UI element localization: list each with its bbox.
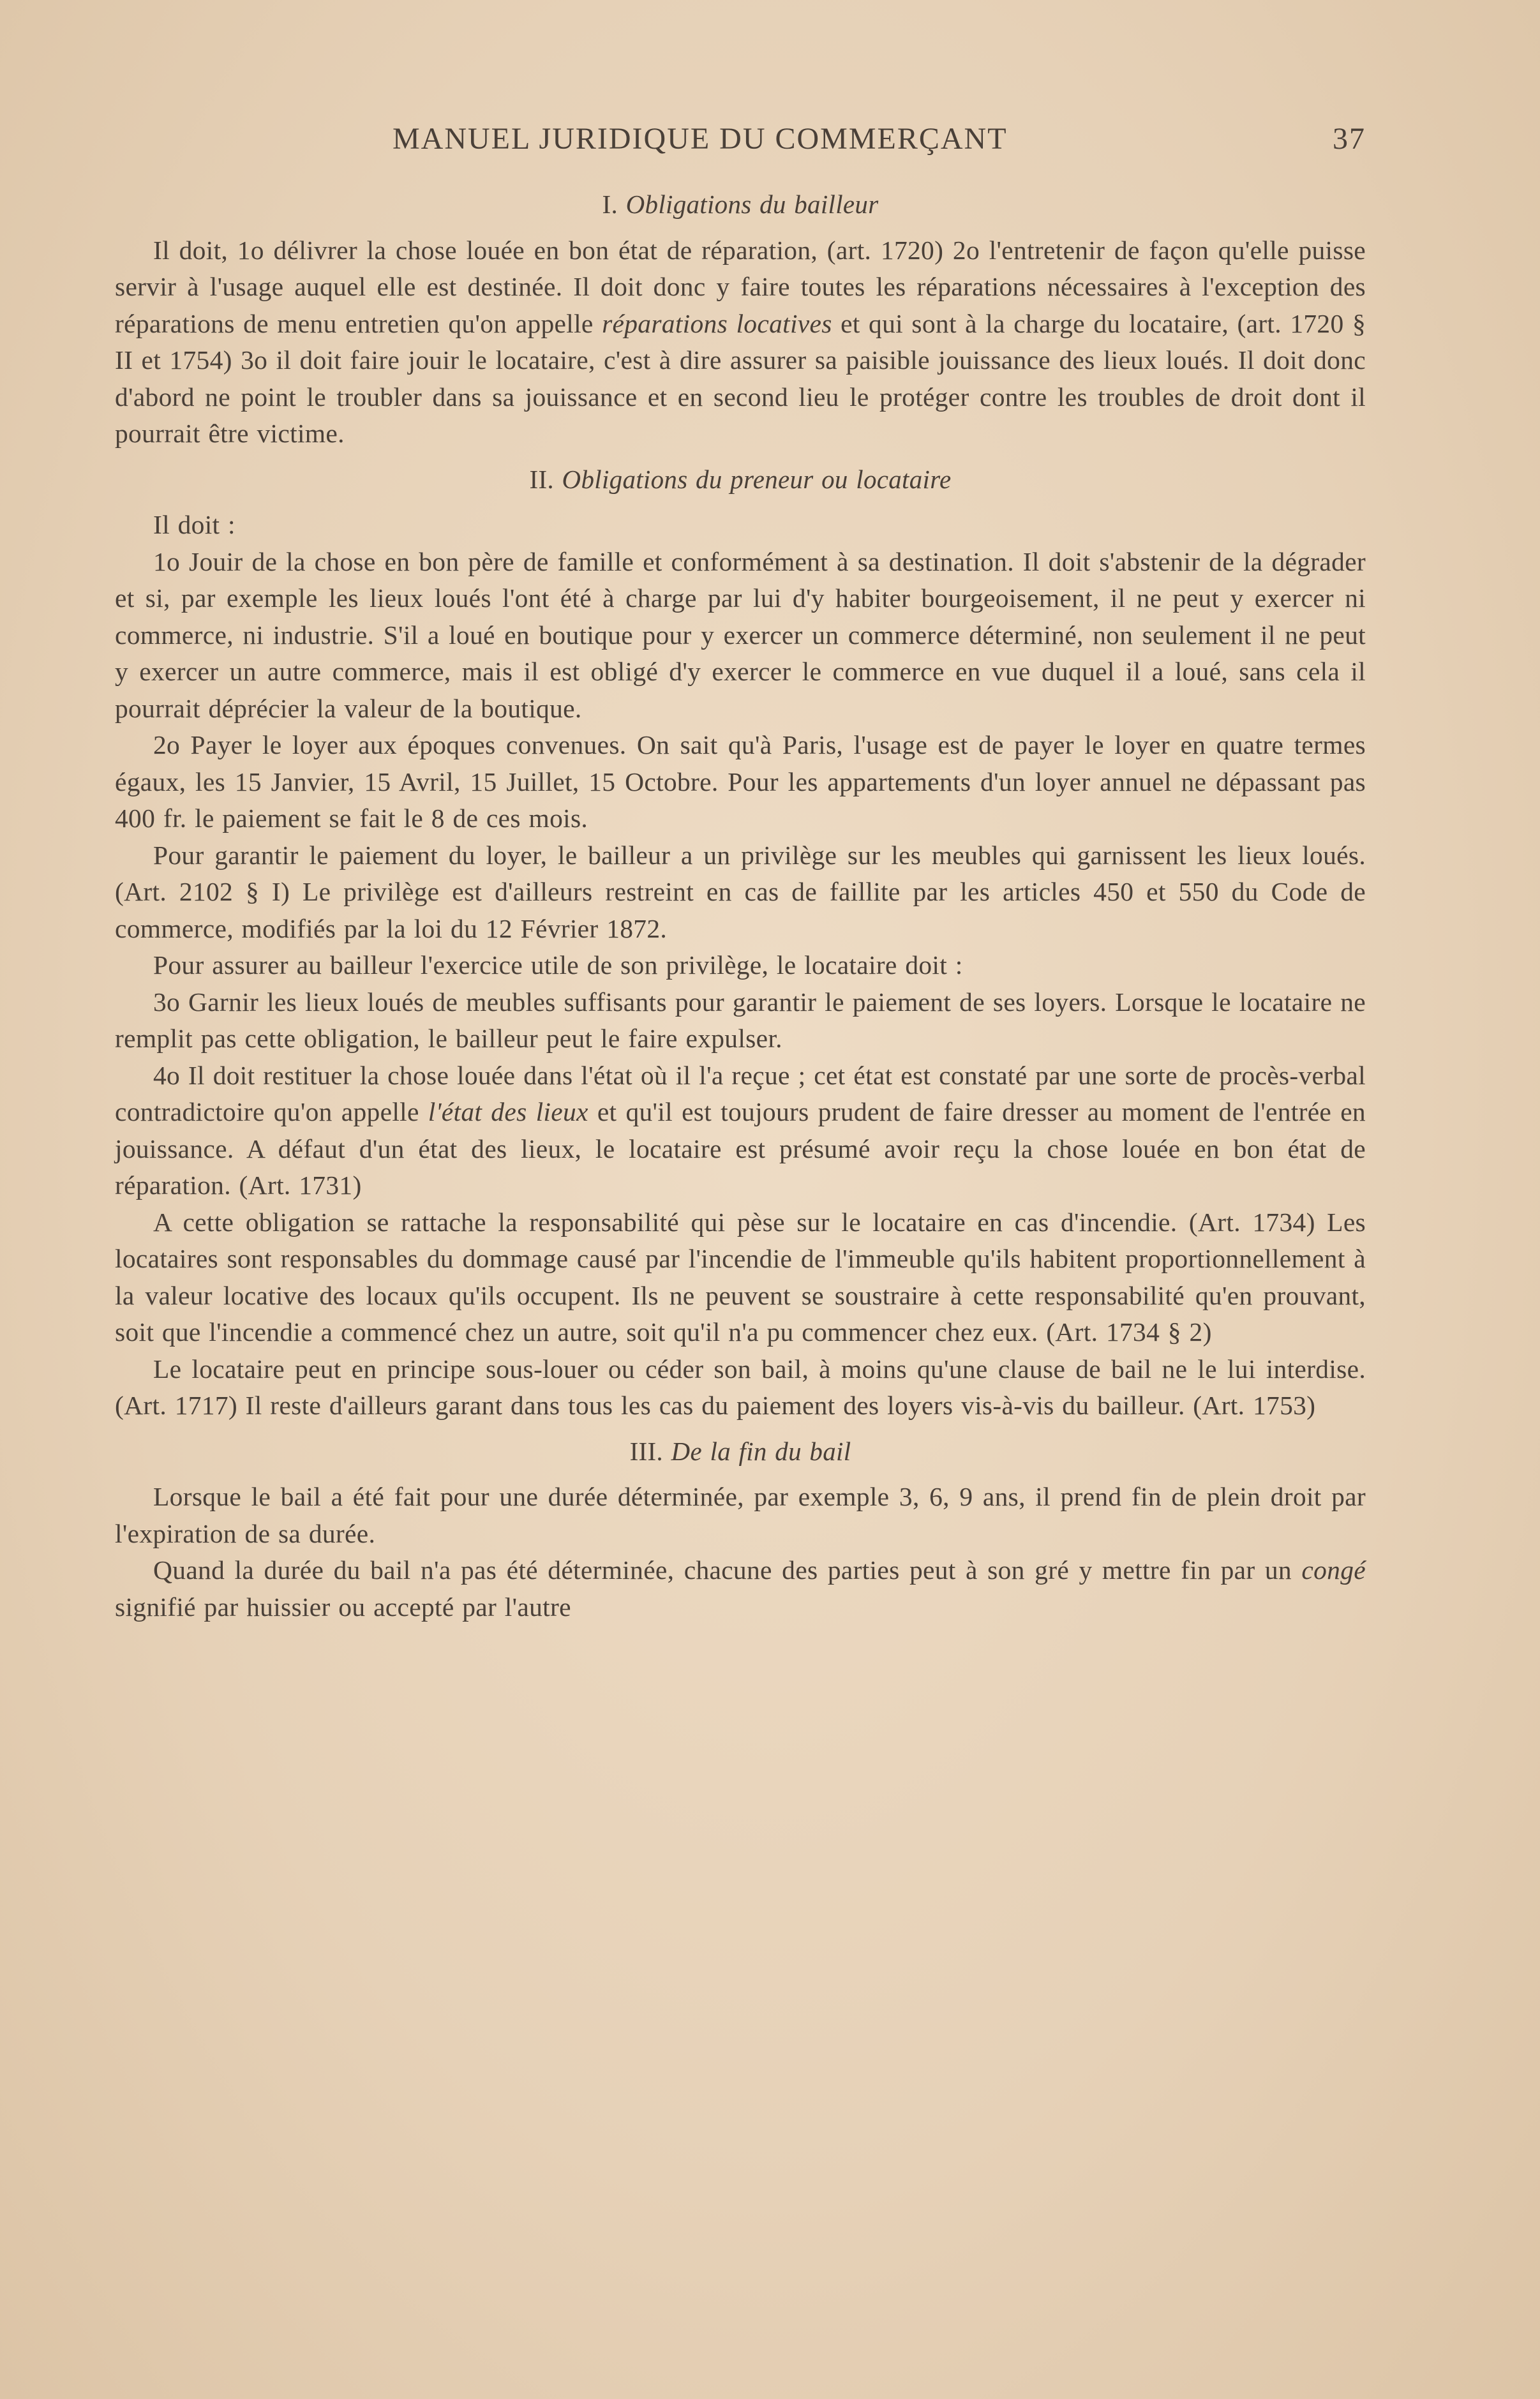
paragraph	[115, 1058, 1366, 1204]
paragraph-text: Il doit, 1o délivrer la chose louée en bon état de réparation, (art. 1720) 2o l'entretenir de façon qu'elle puisse servir à l'usage auquel elle est destinée. Il doit donc y faire toutes les réparations nécessaires à l'exception des réparations de menu entretien qu'on appelle	[115, 235, 1366, 338]
section-heading-fin-du-bail	[115, 1424, 1366, 1479]
paragraph: A cette obligation se rattache la responsabilité qui pèse sur le locataire en cas d'incendie. (Art. 1734) Les locataires sont responsables du dommage causé par l'incendie de l'immeuble qu'ils habitent proportionnellement à la valeur locative des locaux qu'ils occupent. Ils ne peuvent se soustraire à cette responsabilité qu'en prouvant, soit que l'incendie a commencé chez un autre, soit qu'il n'a pu commencer chez eux. (Art. 1734 § 2)	[115, 1207, 1366, 1347]
section-heading-preneur	[115, 452, 1366, 507]
section-number: I.	[602, 190, 618, 219]
section-title: Obligations du bailleur	[625, 190, 879, 219]
paragraph: 1o Jouir de la chose en bon père de famille et conformément à sa destination. Il doit s'abstenir de la dégrader et si, par exemple les lieux loués l'ont été à charge par lui d'y habiter bourgeoisement, il ne peut y exercer ni commerce, ni industrie. S'il a loué en boutique pour y exercer un commerce déterminé, non seulement il ne peut y exercer un autre commerce, mais il est obligé d'y exercer le commerce en vue duquel il a loué, sans cela il pourrait déprécier la valeur de la boutique.	[115, 546, 1366, 723]
book-page	[115, 121, 1366, 2342]
paragraph-text: et qui sont à la charge du locataire, (art. 1720 § II et 1754) 3o il doit faire jouir le locataire, c'est à dire assurer sa paisible jouissance des lieux loués. Il doit donc d'abord ne point le troubler dans sa jouissance et en second lieu le protéger contre les troubles de droit dont il pourrait être victime.	[115, 308, 1366, 448]
running-header	[115, 121, 1366, 166]
emphasized-term: réparations locatives	[602, 308, 832, 338]
section-number: II.	[529, 464, 554, 494]
paragraph: 2o Payer le loyer aux époques convenues. On sait qu'à Paris, l'usage est de payer le loyer en quatre termes égaux, les 15 Janvier, 15 Avril, 15 Juillet, 15 Octobre. Pour les appartements d'un loyer annuel ne dépassant pas 400 fr. le paiement se fait le 8 de ces mois.	[115, 730, 1366, 833]
section-heading-bailleur	[115, 177, 1366, 232]
paragraph: Pour garantir le paiement du loyer, le bailleur a un privilège sur les meubles qui garnissent les lieux loués. (Art. 2102 § I) Le privilège est d'ailleurs restreint en cas de faillite par les articles 450 et 550 du Code de commerce, modifiés par la loi du 12 Février 1872.	[115, 840, 1366, 943]
paragraph: Pour assurer au bailleur l'exercice utile de son privilège, le locataire doit :	[153, 950, 963, 980]
section-title: De la fin du bail	[671, 1436, 851, 1466]
paragraph-text: 4o Il doit restituer la chose louée dans l'état où il l'a reçue ; cet état est constaté par une sorte de procès-verbal contradictoire qu'on appelle	[115, 1060, 1366, 1126]
paragraph: Il doit :	[153, 510, 235, 539]
paragraph: Lorsque le bail a été fait pour une durée déterminée, par exemple 3, 6, 9 ans, il prend fin de plein droit par l'expiration de sa durée.	[115, 1482, 1366, 1548]
emphasized-term: congé	[1301, 1555, 1366, 1585]
section-number: III.	[629, 1436, 663, 1466]
section-title: Obligations du preneur ou locataire	[562, 464, 952, 494]
paragraph	[115, 1552, 1366, 1625]
paragraph: Le locataire peut en principe sous-louer ou céder son bail, à moins qu'une clause de bail ne le lui interdise. (Art. 1717) Il reste d'ailleurs garant dans tous les cas du paiement des loyers vis-à-vis du bailleur. (Art. 1753)	[115, 1354, 1366, 1420]
emphasized-term: l'état des lieux	[428, 1097, 588, 1126]
paragraph-text: et qu'il est toujours prudent de faire dresser au moment de l'entrée en jouissance. A défaut d'un état des lieux, le locataire est présumé avoir reçu la chose louée en bon état de réparation. (Art. 1731)	[115, 1097, 1366, 1200]
paragraph: 3o Garnir les lieux loués de meubles suffisants pour garantir le paiement de ses loyers. Lorsque le locataire ne remplit pas cette obligation, le bailleur peut le faire expulser.	[115, 987, 1366, 1053]
paragraph	[115, 232, 1366, 452]
paragraph-text: signifié par huissier ou accepté par l'autre	[115, 1592, 571, 1622]
paragraph-text: Quand la durée du bail n'a pas été déterminée, chacune des parties peut à son gré y mettre fin par un	[153, 1555, 1302, 1585]
page-number: 37	[1333, 122, 1366, 156]
body-text	[115, 177, 1366, 1625]
running-title: MANUEL JURIDIQUE DU COMMERÇANT	[392, 122, 1008, 156]
